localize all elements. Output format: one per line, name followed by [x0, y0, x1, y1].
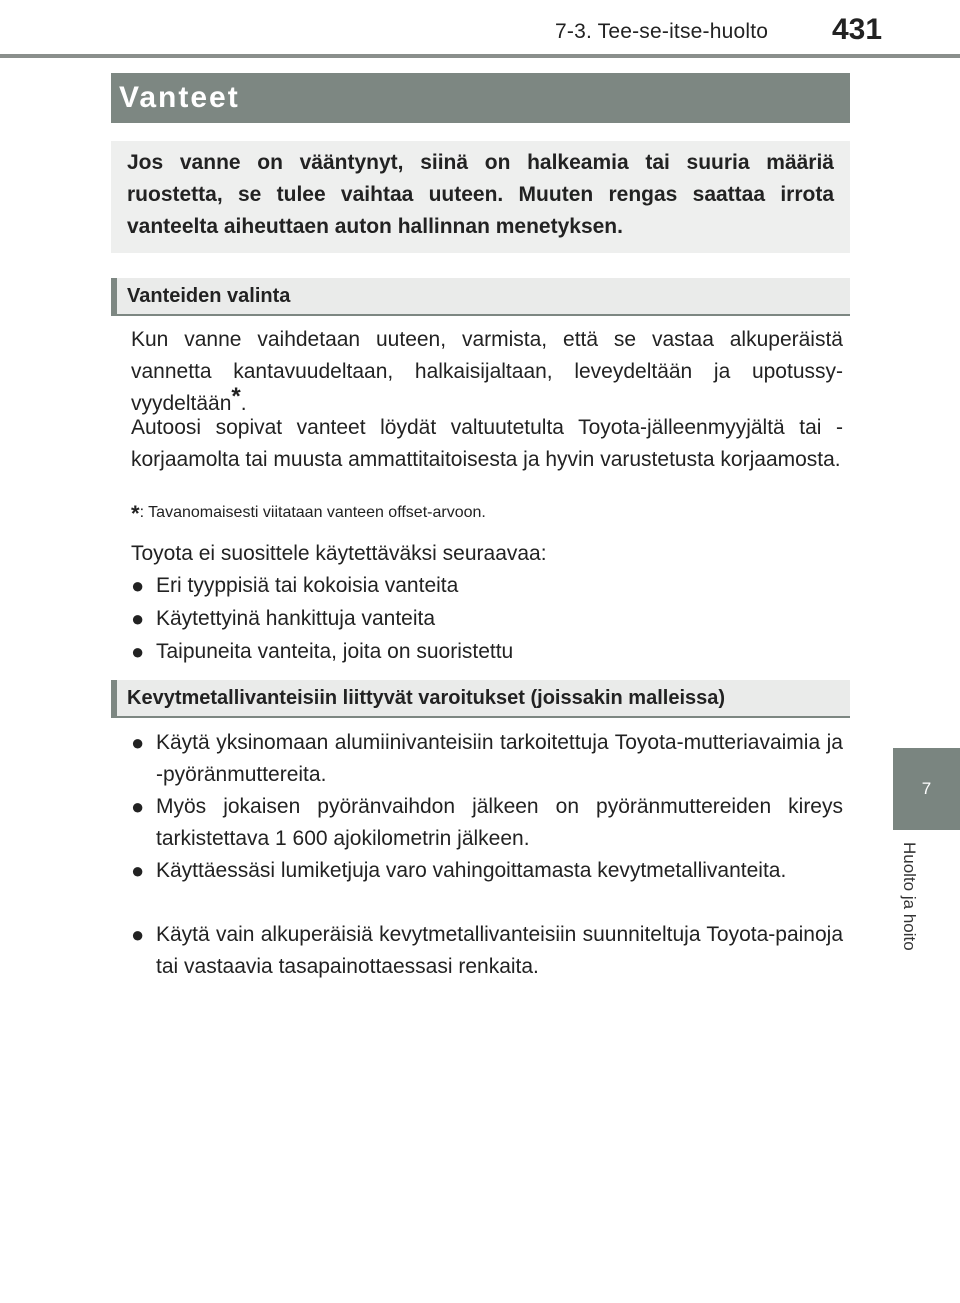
bullet-icon: ● — [131, 639, 145, 664]
list-item — [131, 919, 843, 983]
not-recommended-intro: Toyota ei suosittele käytettäväksi seuraavaa: — [131, 542, 547, 565]
list-item — [131, 791, 843, 855]
section-heading-alloy-warnings: Kevytmetallivanteisiin liittyvät varoitukset (joissakin malleissa) — [111, 680, 850, 718]
bullet-icon: ● — [131, 858, 145, 883]
footnote — [131, 501, 843, 527]
list-item — [131, 570, 843, 602]
bullet-icon: ● — [131, 922, 145, 947]
section-heading-wheel-selection: Vanteiden valinta — [111, 278, 850, 316]
list-item-text: Myös jokaisen pyöränvaihdon jälkeen on pyöränmuttereiden kireys tarkistettava 1 600 ajokilometrin jälkeen. — [156, 795, 843, 850]
list-item-text: Käyttäessäsi lumiketjuja varo vahingoittamasta kevytmetallivanteita. — [156, 859, 787, 882]
list-item-text: Käytä yksinomaan alumiinivanteisiin tarkoitettuja Toyota-mutteriavaimia ja -pyöränmuttereita. — [156, 731, 843, 786]
dealer-paragraph: Autoosi sopivat vanteet löydät valtuutetulta Toyota-jälleenmyyjältä tai -korjaamolta tai muusta ammattitaitoisesta ja hyvin varustetusta korjaamosta. — [131, 416, 843, 471]
selection-paragraph — [131, 324, 843, 420]
bullet-icon: ● — [131, 794, 145, 819]
list-item-text: Eri tyyppisiä tai kokoisia vanteita — [156, 574, 459, 597]
page-title: Vanteet — [111, 73, 850, 123]
bullet-icon: ● — [131, 730, 145, 755]
list-item — [131, 855, 843, 887]
page-number: 431 — [832, 13, 883, 46]
section-title: 7-3. Tee-se-itse-huolto — [555, 20, 769, 43]
chapter-label: Huolto ja hoito — [900, 842, 919, 951]
selection-text: Kun vanne vaihdetaan uuteen, varmista, että se vastaa alkuperäistä vannetta kantavuudeltaan, halkaisijaltaan, leveydeltään ja upotussyvyydeltään — [131, 328, 843, 415]
footnote-star: * — [131, 501, 140, 526]
asterisk-mark: * — [231, 383, 241, 410]
list-item-text: Käytettyinä hankittuja vanteita — [156, 607, 436, 630]
chapter-tab: 7 — [893, 748, 960, 830]
list-item-text: Taipuneita vanteita, joita on suoristettu — [156, 640, 514, 663]
period: . — [240, 392, 247, 415]
list-item — [131, 636, 843, 668]
list-item — [131, 603, 843, 635]
bullet-icon: ● — [131, 606, 145, 631]
list-item-text: Käytä vain alkuperäisiä kevytmetallivanteisiin suunniteltuja Toyota-painoja tai vastaavia tasapainottaessasi renkaita. — [156, 923, 843, 978]
header-divider — [0, 54, 960, 58]
footnote-text: : Tavanomaisesti viitataan vanteen offset-arvoon. — [139, 504, 486, 521]
list-item — [131, 727, 843, 791]
intro-box: Jos vanne on vääntynyt, siinä on halkeamia tai suuria määriä ruostetta, se tulee vaihtaa uuteen. Muuten rengas saattaa irrota vanteelta aiheuttaen auton hallinnan menetyksen. — [111, 141, 850, 253]
bullet-icon: ● — [131, 573, 145, 598]
